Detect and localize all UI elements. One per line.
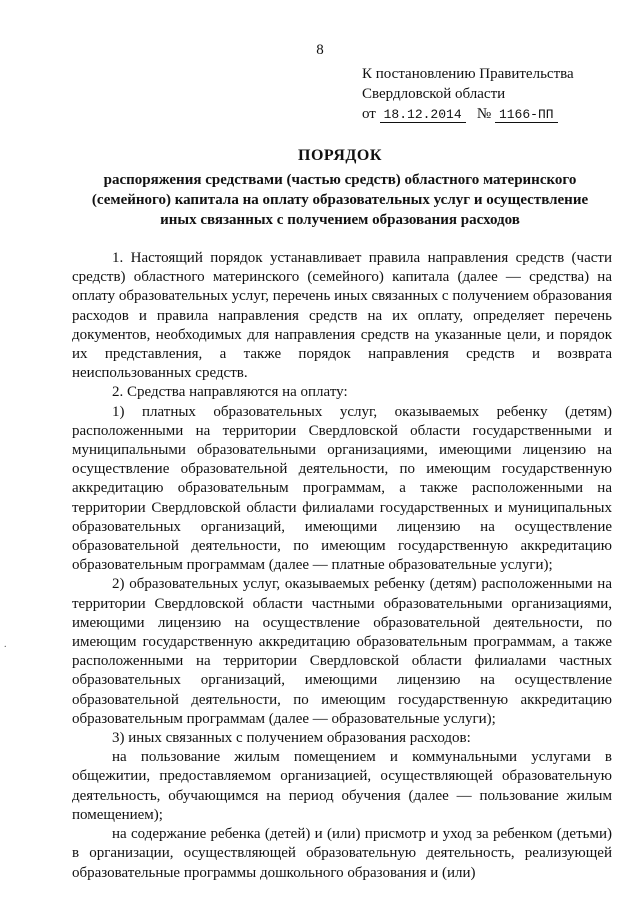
paragraph: на содержание ребенка (детей) и (или) присмотр и уход за ребенком (детьми) в организации, осуществляющей образовательную деятельность, реализующей образовательные программы дошкольного образования и (или): [72, 826, 612, 881]
paragraph: 2) образовательных услуг, оказываемых ребенку (детям) расположенными на территории Свердловской области частными образовательными организациями, имеющими лицензию на осуществление образовательной деятельности, по имеющим государственную аккредитацию образовательным программам, а также расположенными на территории Свердловской области филиалами частных образовательных организаций, имеющими лицензию на осуществление образовательной деятельности, по имеющим государственную аккредитацию образовательным программам (далее — образовательные услуги);: [72, 576, 612, 727]
date-prefix: от: [362, 106, 376, 122]
title-line-2: (семейного) капитала на оплату образовательных услуг и осуществление: [91, 192, 589, 208]
approval-date: 18.12.2014: [380, 107, 466, 123]
approval-block: [362, 64, 612, 125]
approval-number: 1166-ПП: [495, 107, 558, 123]
page-number: 8: [316, 42, 324, 58]
approval-date-line: [362, 104, 612, 125]
margin-mark: .: [4, 639, 7, 650]
paragraph: 1. Настоящий порядок устанавливает правила направления средств (части средств) областного материнского (семейного) капитала (далее — средства) на оплату образовательных услуг, перечень иных связанных с получением образования расходов и правила направления средств на их оплату, определяет перечень документов, необходимых для направления средств на указанные цели, и порядок их представления, а также порядок направления средств и возврата неиспользованных средств.: [72, 250, 612, 382]
title-line-1: распоряжения средствами (частью средств) областного материнского: [103, 172, 577, 188]
number-prefix: №: [476, 106, 492, 122]
document-title: [70, 146, 610, 230]
document-body: [72, 249, 612, 883]
approval-line-1: К постановлению Правительства: [362, 66, 574, 82]
paragraph: на пользование жилым помещением и коммунальными услугами в общежитии, предоставляемом организацией, осуществляющей образовательную деятельность, обучающимся на период обучения (далее — пользование жилым помещением);: [72, 749, 612, 823]
paragraph: 1) платных образовательных услуг, оказываемых ребенку (детям) расположенными на территории Свердловской области государственными и муниципальными образовательными организациями, имеющими лицензию на осуществление образовательной деятельности, по имеющим государственную аккредитацию образовательным программам, а также расположенными на территории Свердловской области филиалами государственных и муниципальных образовательных организаций, имеющими лицензию на осуществление образовательной деятельности, по имеющим государственную аккредитацию образовательным программам (далее — платные образовательные услуги);: [72, 403, 612, 574]
paragraph: 3) иных связанных с получением образования расходов:: [112, 730, 471, 747]
paragraph: 2. Средства направляются на оплату:: [112, 384, 348, 401]
title-line-3: иных связанных с получением образования расходов: [160, 212, 520, 228]
title-main: ПОРЯДОК: [298, 147, 382, 164]
approval-line-2: Свердловской области: [362, 86, 506, 102]
